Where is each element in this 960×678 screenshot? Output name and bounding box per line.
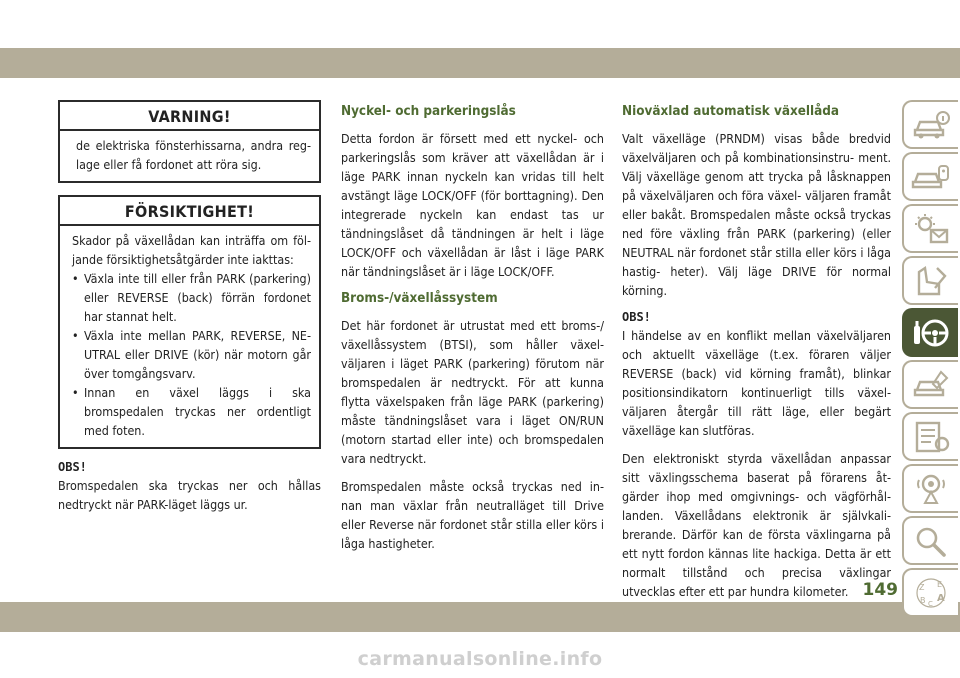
tab-multimedia[interactable] (902, 464, 958, 513)
car-key-icon (911, 160, 951, 194)
caution-list (72, 269, 311, 440)
tab-car-info[interactable] (902, 100, 958, 149)
brake-lock-paragraph: Det här fordonet är utrustat med ett broms-/ växellåssystem (BTSI), som håller växel- väljaren i läget PARK (parkering) förutom när bromspedalen är nedtryckt. För att kunna flytta växelspaken från läge PARK (parkering) måste tändningslåset vara i läget ON/RUN (motorn startad eller inte) och bromspedalen vara nedtryckt. (341, 318, 604, 466)
header-band (0, 48, 960, 78)
car-info-icon (911, 108, 951, 142)
steering-wheel-icon (911, 316, 951, 350)
tab-emergencies[interactable] (902, 360, 958, 409)
note-text: Bromspedalen ska tryckas ner och hållas nedtryckt när PARK-läget läggs ur. (58, 478, 321, 512)
svg-text:Z: Z (919, 582, 925, 592)
auto-paragraph: Den elektroniskt styrda växellådan anpassar sitt växlingsschema baserat på förarens åt- gärder ihop med omgivnings- och vägförhål- landen. Växellådans elektronik är självkali- brerande. Därför kan de första växlingarna på ett nytt fordon kännas lite hackiga. Detta är ett normalt tillstånd och precisa växlingar utvecklas efter ett par hundra kilometer. (622, 451, 891, 599)
language-icon (911, 576, 951, 610)
tab-safety[interactable] (902, 256, 958, 305)
watermark: carmanualsonline.info (357, 648, 603, 670)
warning-lights-icon (911, 212, 951, 246)
column-middle (341, 100, 604, 562)
caution-item: • Innan en växel läggs i ska bromspedalen tryckas ner ordentligt med foten. (72, 383, 311, 440)
tab-maintenance[interactable] (902, 412, 958, 461)
warning-box (58, 100, 321, 183)
column-right (622, 100, 891, 610)
chapter-tabs (902, 100, 960, 620)
section-heading-auto-transmission: Nioväxlad automatisk växellåda (622, 104, 840, 119)
car-wrench-icon (911, 368, 951, 402)
caution-box (58, 195, 321, 449)
svg-text:A: A (937, 592, 945, 604)
note-text: I händelse av en konflikt mellan växelväljaren och aktuellt växelläge (t.ex. föraren väljer REVERSE (back) vid körning framåt), blinkar positionsindikatorn kontinuerligt tills växel- väljaren återgår till rätt läge, eller begärt växelläge kan slutföras. (622, 328, 891, 438)
svg-text:C: C (928, 599, 933, 608)
multimedia-icon (911, 472, 951, 506)
warning-text: de elektriska fönsterhissarna, andra reg- lage eller få fordonet att röra sig. (76, 138, 311, 172)
tab-index[interactable] (902, 516, 958, 565)
svg-text:E: E (937, 579, 943, 589)
tab-language[interactable] (902, 568, 958, 617)
column-left (58, 100, 321, 523)
caution-item: • Växla inte till eller från PARK (parkering) eller REVERSE (back) förrän fordonet har stannat helt. (72, 269, 311, 326)
warning-title: VARNING! (60, 102, 319, 131)
brake-lock-paragraph: Bromspedalen måste också tryckas ned in- nan man växlar från neutralläget till Drive eller Reverse när fordonet står stilla eller körs i låga hastigheter. (341, 479, 604, 551)
auto-paragraph: Valt växelläge (PRNDM) visas både bredvid växelväljaren och på kombinationsinstru- ment. Välj växelläge genom att trycka på låsknappen på växelväljaren och föra växel- väljaren framåt eller bakåt. Bromspedalen måste också tryckas ned före växling från PARK (parkering) (eller NEUTRAL när fordonet står stilla eller körs i låga hastig- heter). Välj läge DRIVE för normal körning. (622, 131, 891, 298)
section-heading-key-lock: Nyckel- och parkeringslås (341, 104, 516, 119)
note-label: OBS! (622, 310, 651, 324)
caution-intro: Skador på växellådan kan inträffa om föl- jande försiktighetsåtgärder inte iakttas: (72, 233, 311, 267)
section-heading-brake-lock: Broms-/växellåssystem (341, 291, 498, 306)
caution-title: FÖRSIKTIGHET! (60, 197, 319, 226)
search-index-icon (911, 524, 951, 558)
tab-starting-operating[interactable] (902, 308, 958, 357)
tab-warning-lights[interactable] (902, 204, 958, 253)
caution-item: • Växla inte mellan PARK, REVERSE, NE- UTRAL eller DRIVE (kör) när motorn går över tomgångsvarv. (72, 326, 311, 383)
safety-seat-icon (911, 264, 951, 298)
tab-car-key[interactable] (902, 152, 958, 201)
page-number: 149 (862, 580, 898, 600)
note-label: OBS! (58, 460, 87, 474)
key-lock-paragraph: Detta fordon är försett med ett nyckel- och parkeringslås som kräver att växellådan är i läge PARK innan nyckeln kan vridas till helt avstängt läge LOCK/OFF (för borttagning). Den integrerade nyckeln kan endast tas ur tändningslåset då tändningen är helt i läge LOCK/OFF och växellådan är låst i läge PARK när tändningslåset är i läge LOCK/OFF. (341, 131, 604, 279)
svg-text:B: B (920, 595, 926, 605)
maintenance-checklist-icon (911, 420, 951, 454)
caution-body (60, 226, 319, 447)
